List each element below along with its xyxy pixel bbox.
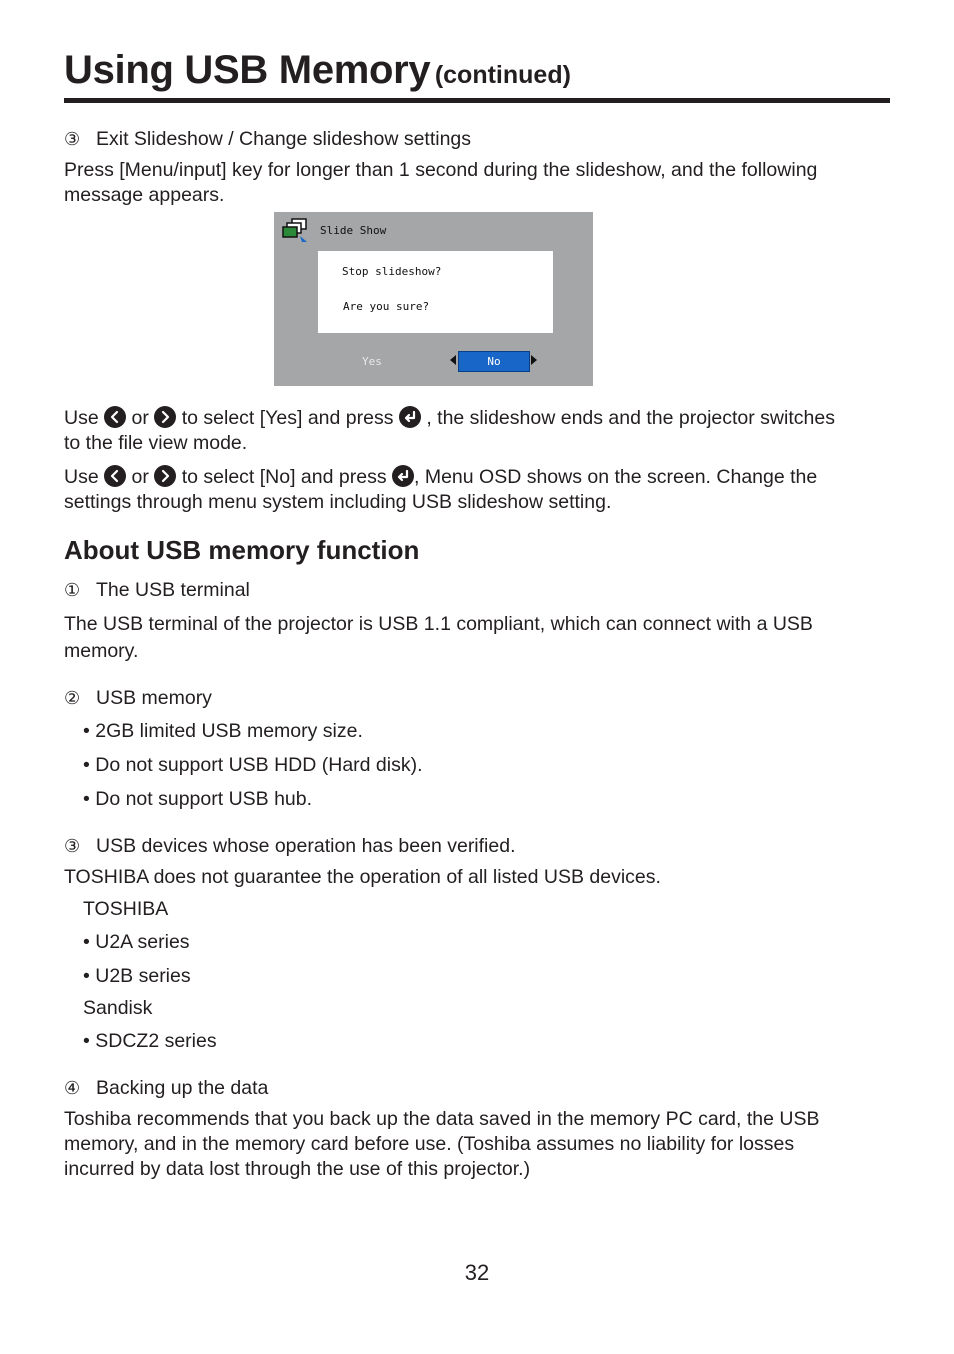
no-instruction-line2: settings through menu system including USB slideshow setting. <box>64 491 612 513</box>
exit-heading-text: Exit Slideshow / Change slideshow settings <box>96 128 472 150</box>
yes-instruction-line2: to the file view mode. <box>64 432 248 454</box>
list-item: • Do not support USB hub. <box>83 788 313 810</box>
s1-title: The USB terminal <box>96 579 250 601</box>
s1-line2: memory. <box>64 640 139 662</box>
osd-yes-option[interactable]: Yes <box>362 355 382 368</box>
title-main: Using USB Memory <box>64 48 431 92</box>
s3-title: USB devices whose operation has been verified. <box>96 835 516 857</box>
left-arrow-icon <box>450 355 456 365</box>
s1-num: ① <box>64 580 81 600</box>
right-button-icon <box>154 465 176 487</box>
osd-title: Slide Show <box>320 224 387 237</box>
s3-num: ③ <box>64 836 81 856</box>
s2-title: USB memory <box>96 687 212 709</box>
brand-toshiba: TOSHIBA <box>83 898 169 920</box>
list-item: • U2A series <box>83 931 190 953</box>
s3-intro: TOSHIBA does not guarantee the operation of all listed USB devices. <box>64 866 661 888</box>
title-rule <box>64 98 890 103</box>
text-select-yes: to select [Yes] and press <box>181 407 394 429</box>
slideshow-osd-screen <box>274 212 593 386</box>
s4-line1: Toshiba recommends that you back up the data saved in the memory PC card, the USB <box>64 1108 820 1130</box>
text-use: Use <box>64 466 99 488</box>
text-yes-end: , the slideshow ends and the projector switches <box>426 407 835 429</box>
s4-line3: incurred by data lost through the use of this projector.) <box>64 1158 531 1180</box>
slideshow-icon <box>282 218 310 244</box>
s2-heading <box>64 686 212 711</box>
osd-no-option[interactable]: No <box>458 351 530 372</box>
page-number: 32 <box>464 1260 490 1285</box>
left-button-icon <box>104 406 126 428</box>
s4-heading <box>64 1076 268 1101</box>
s3-heading <box>64 834 516 859</box>
text-no-end: , Menu OSD shows on the screen. Change the <box>414 466 818 488</box>
enter-button-icon <box>399 406 421 428</box>
exit-heading <box>64 127 471 152</box>
exit-intro-line2: message appears. <box>64 184 225 206</box>
osd-message-line1: Stop slideshow? <box>342 265 442 278</box>
list-item: • Do not support USB HDD (Hard disk). <box>83 754 423 776</box>
list-item: • SDCZ2 series <box>83 1030 217 1052</box>
s4-title: Backing up the data <box>96 1077 269 1099</box>
exit-num: ③ <box>64 129 81 149</box>
list-item: • U2B series <box>83 965 191 987</box>
no-instruction-line1 <box>64 465 817 490</box>
s4-line2: memory, and in the memory card before use. (Toshiba assumes no liability for losses <box>64 1133 795 1155</box>
s2-num: ② <box>64 688 81 708</box>
osd-message-line2: Are you sure? <box>343 300 430 313</box>
about-heading: About USB memory function <box>64 535 420 565</box>
text-or: or <box>131 407 149 429</box>
right-arrow-icon <box>531 355 537 365</box>
brand-sandisk: Sandisk <box>83 997 153 1019</box>
list-item: • 2GB limited USB memory size. <box>83 720 363 742</box>
yes-instruction-line1 <box>64 406 835 431</box>
osd-message-box <box>318 251 553 333</box>
left-button-icon <box>104 465 126 487</box>
text-select-no: to select [No] and press <box>181 466 387 488</box>
exit-intro-line1: Press [Menu/input] key for longer than 1 second during the slideshow, and the following <box>64 159 818 181</box>
title-continued: (continued) <box>434 61 571 89</box>
page-title <box>64 48 571 93</box>
right-button-icon <box>154 406 176 428</box>
text-use: Use <box>64 407 99 429</box>
text-or: or <box>131 466 149 488</box>
enter-button-icon <box>392 465 414 487</box>
s1-heading <box>64 578 250 603</box>
s1-line1: The USB terminal of the projector is USB 1.1 compliant, which can connect with a USB <box>64 613 813 635</box>
s4-num: ④ <box>64 1078 81 1098</box>
